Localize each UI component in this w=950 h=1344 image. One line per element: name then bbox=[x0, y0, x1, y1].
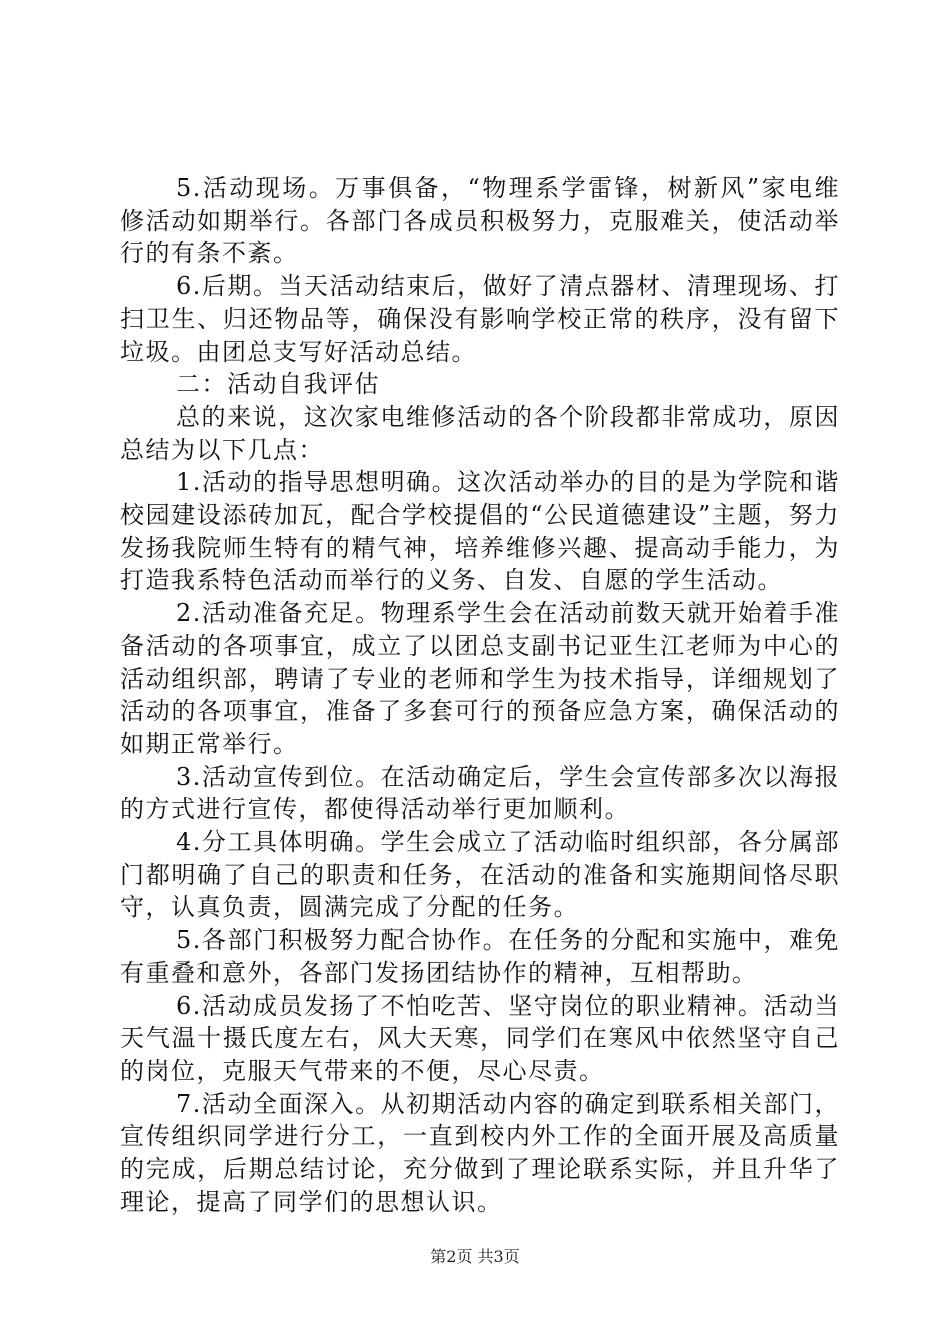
paragraph: 6.后期。当天活动结束后，做好了清点器材、清理现场、打扫卫生、归还物品等，确保没有影响学校正常的秩序，没有留下垃圾。由团总支写好活动总结。 bbox=[120, 272, 840, 366]
paragraph: 5.各部门积极努力配合协作。在任务的分配和实施中，难免有重叠和意外，各部门发扬团结协作的精神，互相帮助。 bbox=[120, 926, 840, 987]
paragraph: 4.分工具体明确。学生会成立了活动临时组织部，各分属部门都明确了自己的职责和任务，在活动的准备和实施期间恪尽职守，认真负责，圆满完成了分配的任务。 bbox=[120, 828, 840, 922]
paragraph: 7.活动全面深入。从初期活动内容的确定到联系相关部门，宣传组织同学进行分工，一直到校内外工作的全面开展及高质量的完成，后期总结讨论，充分做到了理论联系实际，并且升华了理论，提高了同学们的思想认识。 bbox=[120, 1089, 840, 1216]
page-number-footer: 第2页 共3页 bbox=[430, 1247, 520, 1266]
paragraph: 2.活动准备充足。物理系学生会在活动前数天就开始着手准备活动的各项事宜，成立了以团总支副书记亚生江老师为中心的活动组织部，聘请了专业的老师和学生为技术指导，详细规划了活动的各项事宜，准备了多套可行的预备应急方案，确保活动的如期正常举行。 bbox=[120, 599, 840, 758]
paragraph: 3.活动宣传到位。在活动确定后，学生会宣传部多次以海报的方式进行宣传，都使得活动举行更加顺利。 bbox=[120, 762, 840, 824]
paragraph: 1.活动的指导思想明确。这次活动举办的目的是为学院和谐校园建设添砖加瓦，配合学校提倡的“公民道德建设”主题，努力发扬我院师生特有的精气神，培养维修兴趣、提高动手能力，为打造我系特色活动而举行的义务、自发、自愿的学生活动。 bbox=[120, 468, 840, 595]
section-heading: 二：活动自我评估 bbox=[176, 370, 380, 399]
paragraph: 6.活动成员发扬了不怕吃苦、坚守岗位的职业精神。活动当天气温十摄氏度左右，风大天寒，同学们在寒风中依然坚守自己的岗位，克服天气带来的不便，尽心尽责。 bbox=[120, 991, 840, 1085]
paragraph: 5.活动现场。万事俱备，“物理系学雷锋，树新风”家电维修活动如期举行。各部门各成员积极努力，克服难关，使活动举行的有条不紊。 bbox=[120, 174, 840, 268]
paragraph: 总的来说，这次家电维修活动的各个阶段都非常成功，原因总结为以下几点： bbox=[120, 402, 840, 464]
document-body bbox=[120, 172, 840, 1219]
